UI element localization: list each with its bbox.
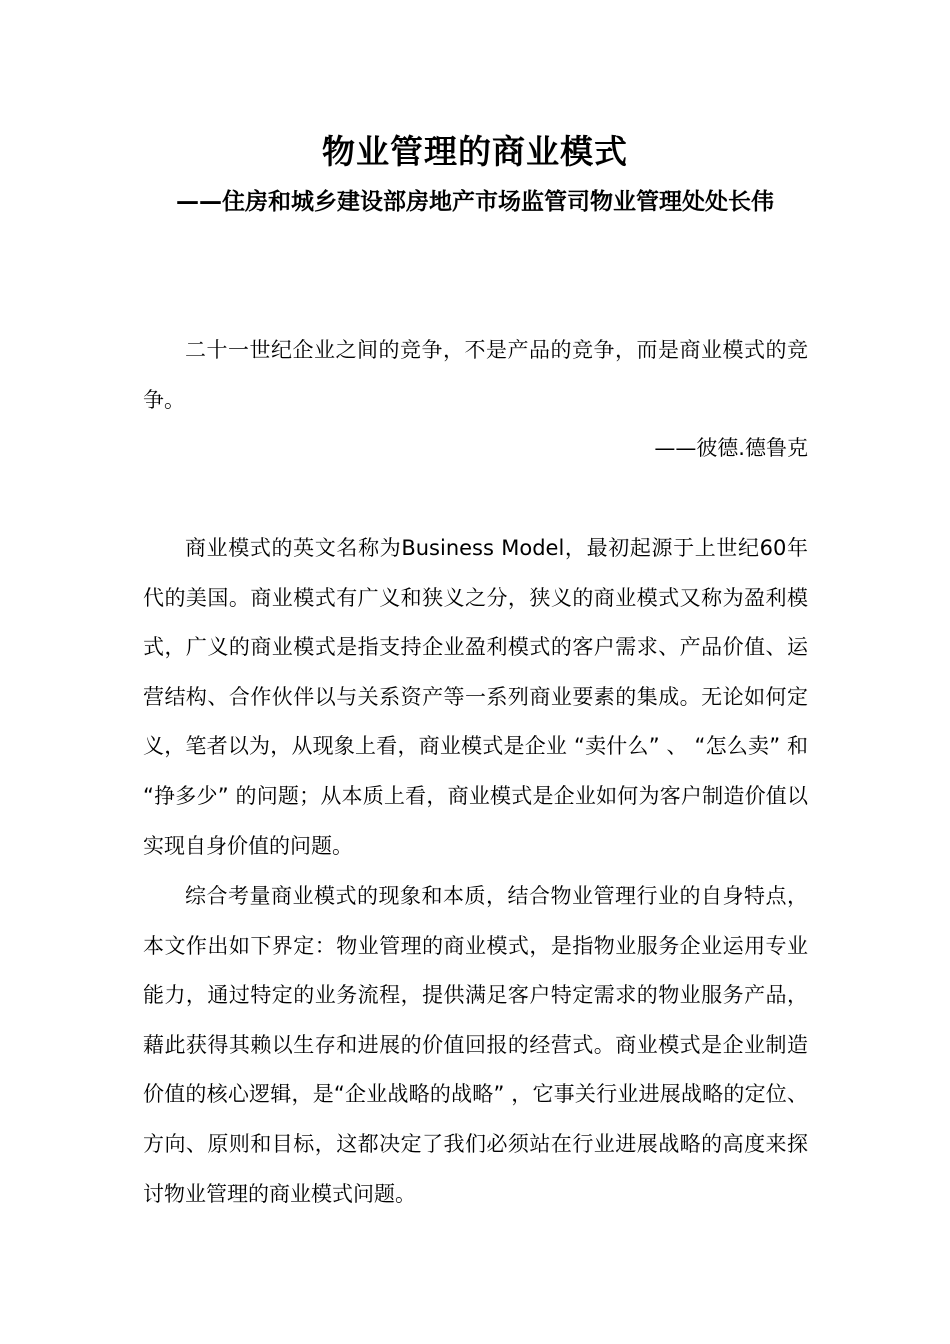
epigraph-quote: 二十一世纪企业之间的竞争，不是产品的竞争，而是商业模式的竞争。 (143, 338, 808, 412)
document-title: 物业管理的商业模式 (322, 132, 628, 171)
epigraph-attribution: ——彼德.德鲁克 (654, 436, 808, 460)
document-subtitle: ——住房和城乡建设部房地产市场监管司物业管理处处长伟 (176, 189, 774, 215)
body-paragraph-1: 商业模式的英文名称为Business Model，最初起源于上世纪60年代的美国。商业模式有广义和狭义之分，狭义的商业模式又称为盈利模式，广义的商业模式是指支持企业盈利模式的客户需求、产品价值、运营结构、合作伙伴以与关系资产等一系列商业要素的集成。无论如何定义，笔者以为，从现象上看，商业模式是企业 “卖什么” 、 “怎么卖” 和 “挣多少” 的问题；从本质上看，商业模式是企业如何为客户制造价值以实现自身价值的问题。 (143, 536, 808, 858)
body-paragraph-2: 综合考量商业模式的现象和本质，结合物业管理行业的自身特点，本文作出如下界定：物业管理的商业模式，是指物业服务企业运用专业能力，通过特定的业务流程，提供满足客户特定需求的物业服务产品，藉此获得其赖以生存和进展的价值回报的经营式。商业模式是企业制造价值的核心逻辑，是“企业战略的战略” ，它事关行业进展战略的定位、方向、原则和目标，这都决定了我们必须站在行业进展战略的高度来探讨物业管理的商业模式问题。 (143, 884, 808, 1206)
